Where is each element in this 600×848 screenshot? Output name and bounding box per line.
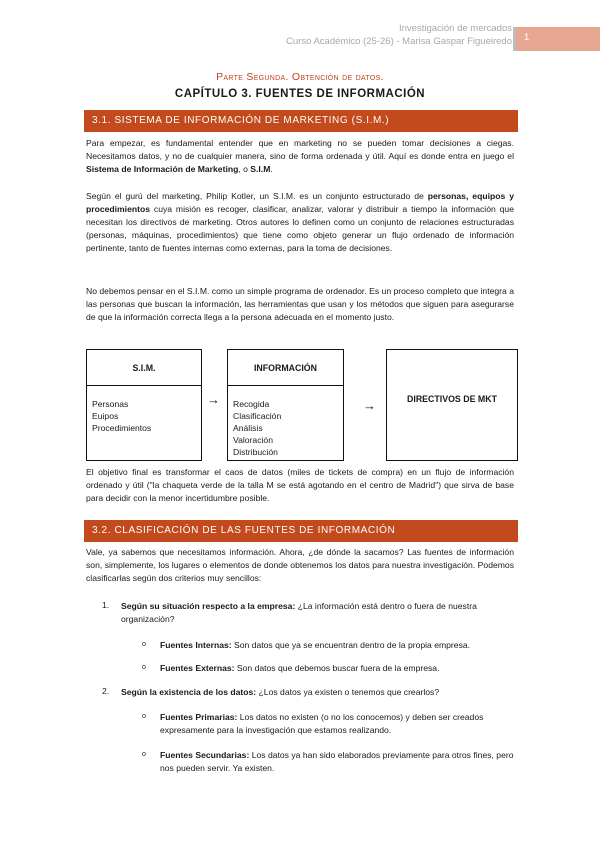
header-course-title: Investigación de mercados <box>398 23 512 34</box>
sublist-item-externas: Fuentes Externas: Son datos que debemos buscar fuera de la empresa. <box>160 663 440 673</box>
sublist-item-secundarias: Fuentes Secundarias: Los datos ya han sido elaborados previamente para otros fines, pero nos pueden servir. Ya existen. <box>160 750 514 773</box>
list-item-existencia: Según la existencia de los datos: ¿Los datos ya existen o tenemos que crearlos? <box>121 687 440 697</box>
sublist-item-internas: Fuentes Internas: Son datos que ya se encuentran dentro de la propia empresa. <box>160 640 471 650</box>
chapter-title: CAPÍTULO 3. FUENTES DE INFORMACIÓN <box>174 88 426 100</box>
diagram-item: Clasificación <box>233 411 282 421</box>
sublist-item-primarias: Fuentes Primarias: Los datos no existen (o no los conocemos) y deben ser creados expresamente para la investigación que estamos realizando. <box>160 712 484 735</box>
header-course-info: Curso Académico (25-26) - Marisa Gaspar Figueiredo <box>286 36 512 47</box>
diagram-box-informacion-items <box>233 398 281 458</box>
bullet-icon: o <box>142 664 146 671</box>
diagram-box-directivos <box>386 349 518 461</box>
paragraph-kotler-definition: Según el gurú del marketing, Philip Kotler, un S.I.M. es un conjunto estructurado de personas, equipos y procedimientos cuya misión es recoger, clasificar, analizar, valorar y distribuir a tiempo la información que necesitan los directivos de marketing. Otros autores lo definen como un conjunto de relaciones estructuradas (personas, máquinas, procedimientos) que tiene como objeto generar un flujo ordenado de información pertinente, tanto de fuentes internas como externas, para la toma de decisiones. <box>86 191 514 253</box>
page-number: 1 <box>516 27 600 51</box>
paragraph-intro: Para empezar, es fundamental entender que en marketing no se pueden tomar decisiones a ciegas. Necesitamos datos, y no de cualquier manera, sino de forma ordenada y útil. Aquí es donde entra en juego el Sistema de Información de Marketing, o S.I.M. <box>86 138 514 174</box>
diagram-item: Valoración <box>233 435 273 445</box>
diagram-item: Análisis <box>233 423 263 433</box>
diagram-item: Recogida <box>233 399 270 409</box>
diagram-item: Euipos <box>92 411 119 421</box>
diagram-item: Personas <box>92 399 129 409</box>
paragraph-process: No debemos pensar en el S.I.M. como un simple programa de ordenador. Es un proceso completo que integra a las personas que buscan la información, las herramientas que usan y los métodos que siguen para asegurarse de que la información correcta llega a la persona adecuada en el momento justo. <box>86 286 514 322</box>
diagram-box-sim-title: S.I.M. <box>132 363 156 373</box>
diagram-box-sim <box>86 349 202 461</box>
diagram-box-sim-items <box>92 398 151 434</box>
diagram-box-divider <box>228 385 343 386</box>
bullet-icon: o <box>142 713 146 720</box>
diagram-box-informacion-title: INFORMACIÓN <box>253 363 318 373</box>
paragraph-sources-intro: Vale, ya sabemos que necesitamos información. Ahora, ¿de dónde la sacamos? Las fuentes de información son, simplemente, los lugares o elementos de donde obtenemos los datos para nuestra investigación. Podemos clasificarlas según dos criterios muy sencillos: <box>86 547 514 583</box>
bullet-icon: o <box>142 641 146 648</box>
list-number: 2. <box>102 686 110 696</box>
part-title: Parte Segunda. Obtención de datos. <box>216 71 384 83</box>
section-heading-sim: 3.1. SISTEMA DE INFORMACIÓN DE MARKETING (S.I.M.) <box>84 110 518 132</box>
diagram-box-informacion <box>227 349 344 461</box>
page-header <box>286 22 512 48</box>
paragraph-objective: El objetivo final es transformar el caos de datos (miles de tickets de compra) en un flujo de información ordenado y útil ("la chaqueta verde de la talla M se está agotando en el centro de Madrid") que sirva de base para decidir con la menor incertidumbre posible. <box>86 467 514 503</box>
diagram-box-directivos-title: DIRECTIVOS DE MKT <box>407 394 497 404</box>
list-number: 1. <box>102 600 110 610</box>
list-item-situacion: Según su situación respecto a la empresa: ¿La información está dentro o fuera de nuestra organización? <box>121 601 477 624</box>
bullet-icon: o <box>142 751 146 758</box>
diagram-box-divider <box>87 385 201 386</box>
diagram-item: Procedimientos <box>92 423 152 433</box>
arrow-right-icon: → <box>363 398 376 413</box>
section-heading-clasificacion: 3.2. CLASIFICACIÓN DE LAS FUENTES DE INFORMACIÓN <box>84 520 518 542</box>
diagram-item: Distribución <box>233 447 278 457</box>
arrow-right-icon: → <box>207 392 220 407</box>
